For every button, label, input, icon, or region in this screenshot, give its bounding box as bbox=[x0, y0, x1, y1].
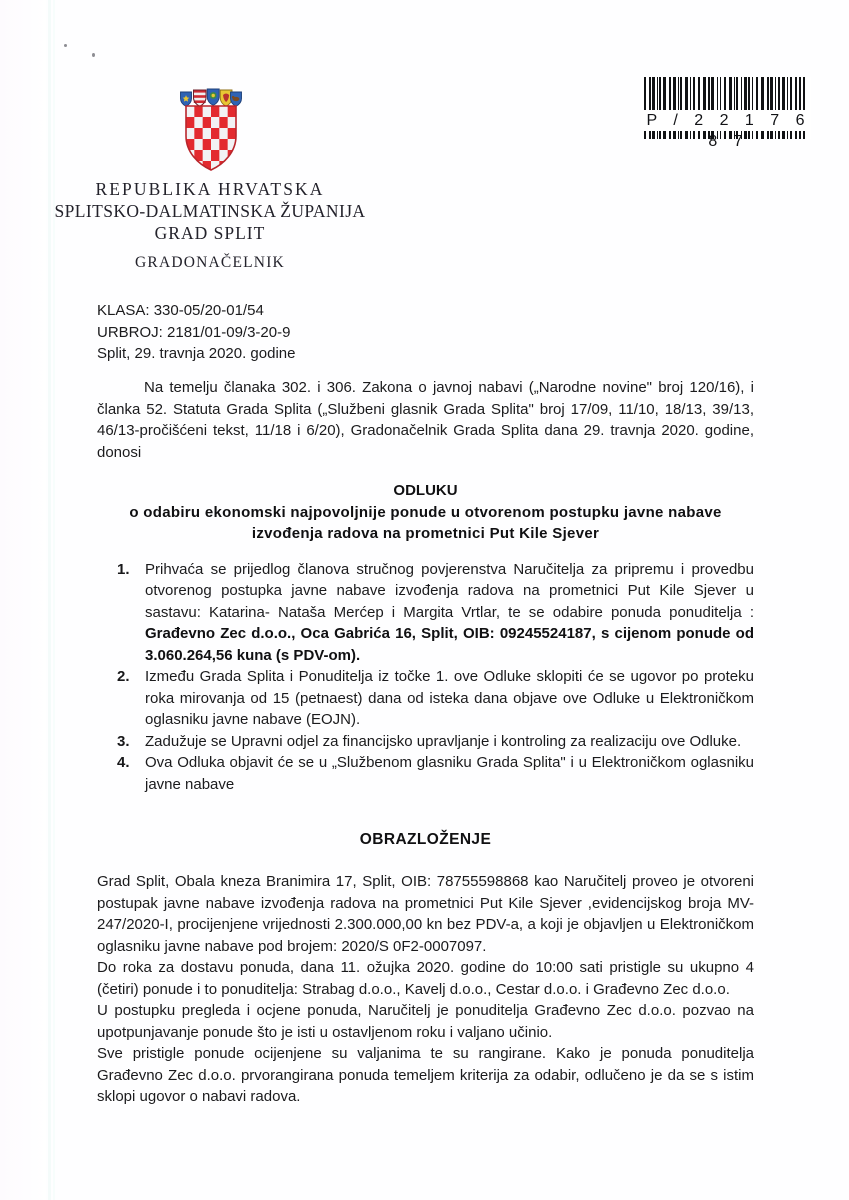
header-office-mayor: GRADONAČELNIK bbox=[135, 254, 285, 271]
institution-header bbox=[0, 179, 420, 244]
decision-point bbox=[97, 559, 754, 667]
decision-point-text: Zadužuje se Upravni odjel za financijsko upravljanje i kontroling za realizaciju ove Odluke. bbox=[145, 732, 742, 750]
header-line-republic: REPUBLIKA HRVATSKA bbox=[95, 179, 325, 199]
explanation-paragraph: Do roka za dostavu ponuda, dana 11. ožujka 2020. godine do 10:00 sati pristigle su ukupno 4 (četiri) ponude i to ponuditelja: Strabag d.o.o., Kavelj d.o.o., Cestar d.o.o. i Građevno Zec d.o.o. bbox=[97, 959, 754, 998]
explanation-paragraph: Grad Split, Obala kneza Branimira 17, Split, OIB: 78755598868 kao Naručitelj proveo je otvoreni postupak javne nabave izvođenja radova na prometnici Put Kile Sjever ,evidencijskog broja MV-247/2020-I, procijenjene vrijednosti 2.300.000,00 kn bez PDV-a, a koji je objavljen u Elektroničkom oglasniku javne nabave pod brojem: 2020/S 0F2-0007097. bbox=[97, 873, 754, 955]
decision-point-text: Između Grada Splita i Ponuditelja iz točke 1. ove Odluke sklopiti će se ugovor po proteku roka mirovanja od 15 (petnaest) dana od isteka dana objave ove Odluke u Elektroničkom oglasniku javne nabave (EOJN). bbox=[145, 668, 754, 728]
decision-point bbox=[97, 666, 754, 731]
croatian-coat-of-arms-icon bbox=[178, 84, 244, 176]
explanation-heading: OBRAZLOŽENJE bbox=[359, 831, 492, 848]
decision-point-text: Prihvaća se prijedlog članova stručnog povjerenstva Naručitelja za pripremu i provedbu otvorenog postupka javne nabave izvođenja radova na prometnici Put Kile Sjever u sastavu: Katarina- Nataša Merćep i Margita Vrtlar, te se odabire ponuda ponuditelja : bbox=[145, 560, 754, 621]
decision-point bbox=[97, 752, 754, 795]
explanation-paragraph: Sve pristigle ponude ocijenjene su valjanima te su rangirane. Kako je ponuda ponuditelja Građevno Zec d.o.o. prvorangirana ponuda temeljem kriterija za odabir, odlučeno je da se s istim sklopi ugovor o nabavi radova. bbox=[97, 1045, 754, 1105]
scan-speck bbox=[64, 44, 67, 47]
header-line-county: SPLITSKO-DALMATINSKA ŽUPANIJA bbox=[54, 201, 366, 221]
decision-subtitle-line-2: izvođenja radova na prometnici Put Kile Sjever bbox=[251, 525, 600, 542]
decision-title-block bbox=[97, 480, 754, 545]
explanation-body bbox=[97, 871, 754, 1108]
decision-points-list bbox=[97, 559, 754, 796]
explanation-paragraph: U postupku pregleda i ocjene ponuda, Naručitelj je ponuditelja Građevno Zec d.o.o. pozvao na upotpunjavanje ponude što je isti u ostavljenom roku i valjano učinio. bbox=[97, 1002, 754, 1041]
decision-point-text: Ova Odluka objavit će se u „Službenom glasniku Grada Splita" i u Elektroničkom oglasniku javne nabave bbox=[145, 754, 754, 793]
scan-speck bbox=[92, 53, 95, 57]
place-and-date: Split, 29. travnja 2020. godine bbox=[97, 345, 296, 362]
decision-point bbox=[97, 731, 754, 753]
decision-subtitle-line-1: o odabiru ekonomski najpovoljnije ponude u otvorenom postupku javne nabave bbox=[129, 503, 722, 521]
urbroj-number: URBROJ: 2181/01-09/3-20-9 bbox=[97, 323, 291, 341]
decision-point-emphasis: Građevno Zec d.o.o., Oca Gabrića 16, Split, OIB: 09245524187, s cijenom ponude od 3.060.264,56 kuna (s PDV-om). bbox=[145, 625, 754, 664]
header-line-city: GRAD SPLIT bbox=[154, 223, 266, 243]
klasa-number: KLASA: 330-05/20-01/54 bbox=[97, 302, 264, 319]
document-body bbox=[97, 377, 754, 1108]
barcode-number: P / 2 2 1 7 6 8 7 bbox=[641, 110, 811, 131]
reference-block bbox=[97, 300, 295, 365]
intro-paragraph: Na temelju članaka 302. i 306. Zakona o javnoj nabavi („Narodne novine" broj 120/16), i članka 52. Statuta Grada Splita („Službeni glasnik Grada Splita" broj 17/09, 11/10, 18/13, 39/13, 46/13-pročišćeni tekst, 11/18 i 6/20), Gradonačelnik Grada Splita dana 29. travnja 2020. godine, donosi bbox=[97, 379, 754, 461]
decision-heading: ODLUKU bbox=[393, 482, 458, 499]
barcode-stamp bbox=[641, 77, 811, 150]
